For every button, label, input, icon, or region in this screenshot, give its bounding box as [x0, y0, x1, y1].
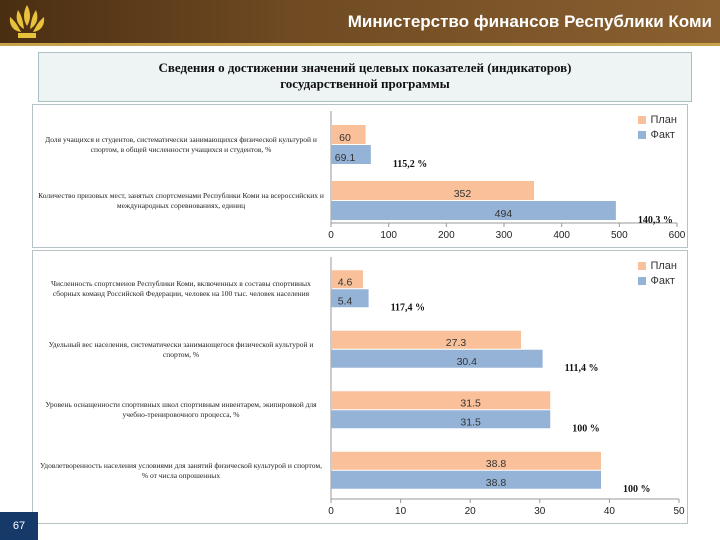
chart-2-fact-bar — [331, 410, 550, 428]
slide-title-box — [38, 52, 692, 102]
legend-item — [638, 274, 677, 289]
header-bar — [0, 0, 720, 43]
chart-2-tick-label: 40 — [603, 506, 615, 517]
legend-label: Факт — [650, 129, 675, 141]
chart-2-fact-value-label: 30.4 — [456, 355, 478, 368]
legend-label: План — [650, 260, 677, 272]
chart-2-tick-label: 50 — [673, 506, 685, 517]
chart-2-legend — [638, 259, 677, 289]
chart-2-tick-label: 10 — [395, 506, 407, 517]
slide-title-line2: государственной программы — [280, 76, 450, 91]
chart-2-percent-label: 117,4 % — [390, 302, 426, 314]
chart-1-fact-value-label: 69.1 — [334, 152, 356, 164]
chart-1-fact-value-label: 494 — [494, 208, 513, 220]
chart-1-plan-value-label: 352 — [453, 188, 472, 200]
chart-2-category-label: Удельный вес населения, систематически занимающегося физической культурой и спортом, % — [48, 339, 314, 359]
chart-2-category-label: Уровень оснащенности спортивных школ спортивным инвентарем, экипировкой для учебно-тренировочного процесса, % — [45, 400, 317, 420]
legend-label: Факт — [650, 275, 675, 287]
chart-2-fact-value-label: 31.5 — [460, 416, 481, 429]
chart-2-plan-value-label: 38.8 — [485, 457, 507, 470]
chart-2-plan-value-label: 31.5 — [460, 397, 481, 410]
chart-1-tick-label: 0 — [328, 230, 334, 241]
chart-1-category-label: Доля учащихся и студентов, систематически занимающихся физической культурой и спортом, в общей численности учащихся и студентов, % — [45, 135, 317, 154]
chart-2-percent-label: 100 % — [623, 483, 651, 495]
chart-2-percent-label: 111,4 % — [564, 362, 599, 374]
legend-item — [638, 113, 677, 128]
chart-2-plan-bar — [331, 452, 601, 470]
chart-2-fact-bar — [331, 471, 601, 489]
chart-1-tick-label: 200 — [437, 230, 455, 241]
chart-1-tick-label: 300 — [495, 230, 513, 241]
legend-label: План — [650, 114, 677, 126]
emblem-icon — [4, 2, 50, 42]
page-number: 67 — [0, 512, 38, 540]
chart-2-fact-value-label: 38.8 — [485, 476, 507, 489]
chart-2-plan-bar — [331, 391, 550, 409]
chart-1-svg — [33, 105, 687, 247]
chart-2-plan-value-label: 4.6 — [337, 276, 353, 289]
chart-1-tick-label: 400 — [553, 230, 571, 241]
legend-swatch — [638, 116, 646, 124]
chart-2-plan-bar — [331, 331, 521, 349]
legend-item — [638, 128, 677, 143]
chart-2-category-label: Численность спортсменов Республики Коми, включенных в составы спортивных сборных команд Российской Федерации, человек на 100 тыс. человек населения — [51, 279, 311, 299]
slide-title — [39, 60, 691, 92]
chart-1-plan-bar — [331, 181, 534, 200]
chart-2 — [32, 250, 688, 524]
chart-2-tick-label: 20 — [464, 506, 476, 517]
ministry-title: Министерство финансов Республики Коми — [347, 12, 712, 31]
chart-2-tick-label: 0 — [328, 506, 334, 517]
chart-1-tick-label: 500 — [610, 230, 628, 241]
chart-1-plan-value-label: 60 — [339, 132, 351, 144]
chart-1-percent-label: 115,2 % — [392, 159, 428, 170]
header-divider — [0, 43, 720, 46]
chart-2-percent-label: 100 % — [572, 423, 600, 435]
chart-1-tick-label: 100 — [380, 230, 398, 241]
chart-2-plan-value-label: 27.3 — [445, 336, 467, 349]
slide-title-line1: Сведения о достижении значений целевых показателей (индикаторов) — [158, 60, 572, 75]
legend-swatch — [638, 277, 646, 285]
chart-1 — [32, 104, 688, 248]
chart-1-fact-bar — [331, 201, 616, 220]
legend-item — [638, 259, 677, 274]
chart-2-fact-value-label: 5.4 — [337, 295, 353, 308]
chart-1-legend — [638, 113, 677, 143]
chart-1-tick-label: 600 — [668, 230, 686, 241]
chart-1-percent-label: 140,3 % — [637, 215, 673, 226]
chart-1-category-label: Количество призовых мест, занятых спортсменами Республики Коми на всероссийских и международных соревнованиях, единиц — [38, 191, 324, 210]
legend-swatch — [638, 262, 646, 270]
chart-2-fact-bar — [331, 350, 543, 368]
chart-2-tick-label: 30 — [534, 506, 546, 517]
legend-swatch — [638, 131, 646, 139]
chart-2-category-label: Удовлетворенность населения условиями для занятий физической культурой и спортом, % от числа опрошенных — [40, 460, 322, 480]
